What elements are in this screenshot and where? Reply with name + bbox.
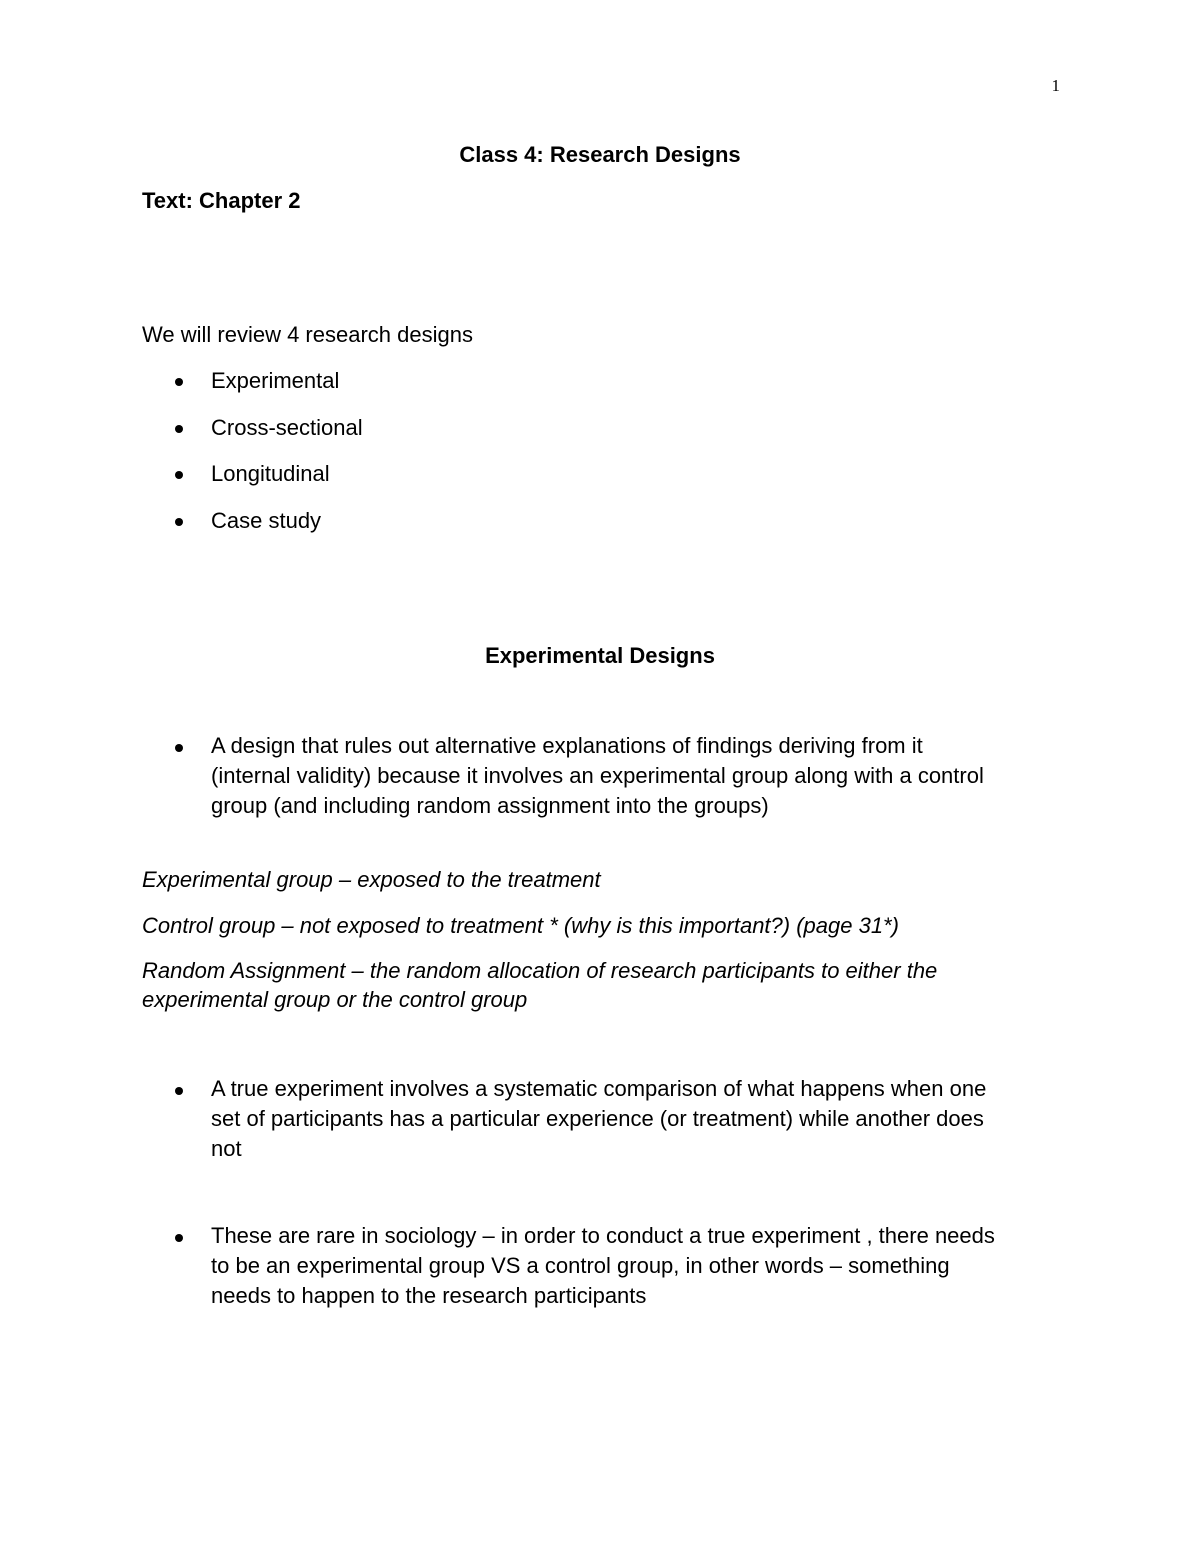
list-item: Case study (211, 508, 322, 533)
definition-line: Random Assignment – the random allocation of research participants to either the (142, 958, 938, 983)
paragraph-line: not (211, 1136, 242, 1161)
paragraph-line: These are rare in sociology – in order to conduct a true experiment , there needs (211, 1223, 995, 1248)
paragraph-line: set of participants has a particular experience (or treatment) while another does (211, 1106, 984, 1131)
definition-line: experimental group or the control group (142, 987, 528, 1012)
paragraph-line: (internal validity) because it involves an experimental group along with a control (211, 763, 984, 788)
paragraph-line: needs to happen to the research participants (211, 1283, 647, 1308)
bullet-icon (175, 518, 183, 526)
document-subtitle: Text: Chapter 2 (142, 188, 301, 213)
section-heading: Experimental Designs (485, 643, 715, 668)
definition-line: Control group – not exposed to treatment * (why is this important?) (page 31*) (142, 913, 899, 938)
intro-text: We will review 4 research designs (142, 322, 473, 347)
list-item: Experimental (211, 368, 340, 393)
page-number: 1 (1051, 76, 1060, 95)
bullet-icon (175, 425, 183, 433)
list-item: Cross-sectional (211, 415, 363, 440)
bullet-icon (175, 1234, 183, 1242)
paragraph-line: A design that rules out alternative explanations of findings deriving from it (211, 733, 923, 758)
bullet-icon (175, 378, 183, 386)
list-item: Longitudinal (211, 461, 330, 486)
definition-line: Experimental group – exposed to the treatment (142, 867, 601, 892)
bullet-icon (175, 1087, 183, 1095)
bullet-icon (175, 744, 183, 752)
bullet-icon (175, 471, 183, 479)
paragraph-line: A true experiment involves a systematic comparison of what happens when one (211, 1076, 987, 1101)
paragraph-line: group (and including random assignment into the groups) (211, 793, 769, 818)
paragraph-line: to be an experimental group VS a control group, in other words – something (211, 1253, 950, 1278)
document-title: Class 4: Research Designs (459, 142, 741, 167)
